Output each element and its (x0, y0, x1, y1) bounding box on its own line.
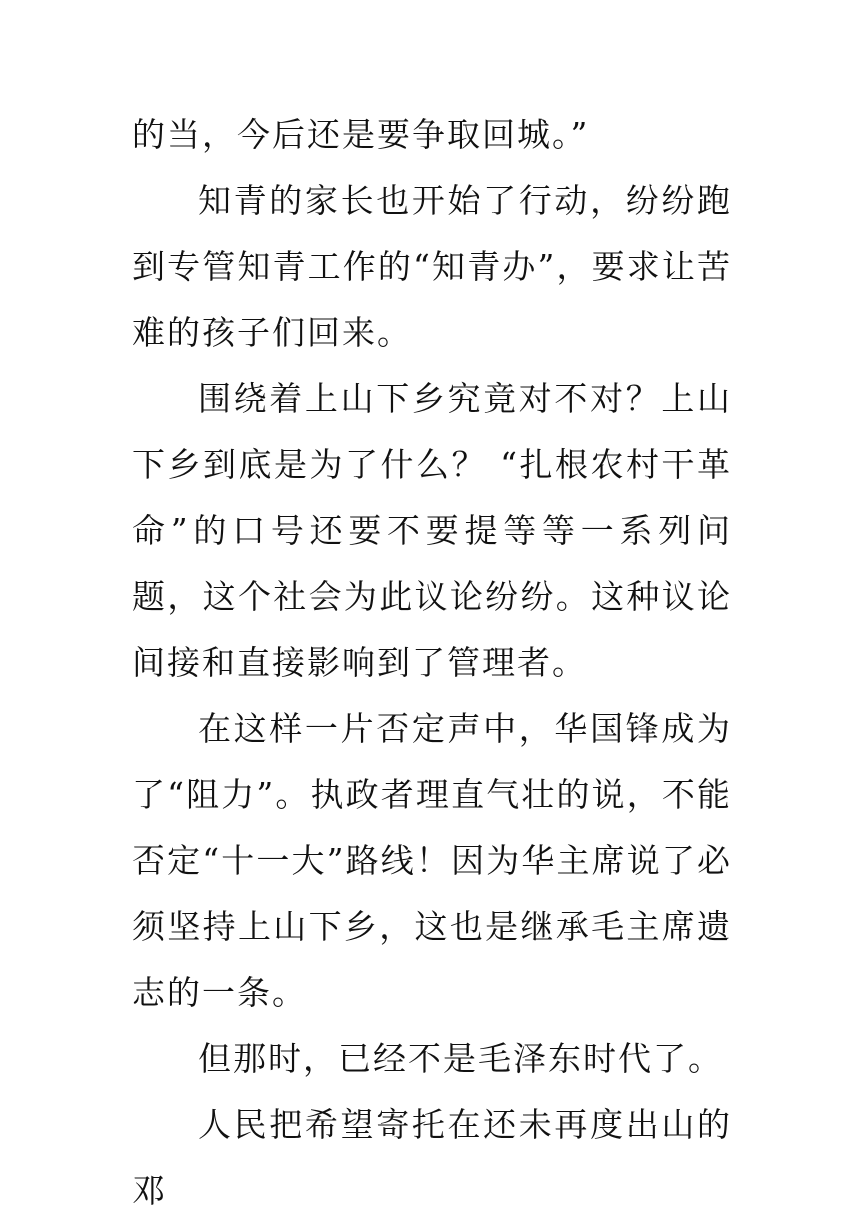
paragraph-hope: 人民把希望寄托在还未再度出山的邓 (132, 1105, 732, 1210)
paragraph-debate: 围绕着上山下乡究竟对不对？上山下乡到底是为了什么？ “扎根农村干革命”的口号还要不要提等等一系列问题，这个社会为此议论纷纷。这种议论间接和直接影响到了管理者。 (132, 379, 732, 682)
paragraph-parents-action: 知青的家长也开始了行动，纷纷跑到专管知青工作的“知青办”，要求让苦难的孩子们回来。 (132, 181, 732, 352)
paragraph-continuation: 的当，今后还是要争取回城。” (132, 115, 590, 154)
paragraph-resistance: 在这样一片否定声中，华国锋成为了“阻力”。执政者理直气壮的说，不能否定“十一大”路线！因为华主席说了必须坚持上山下乡，这也是继承毛主席遗志的一条。 (132, 709, 732, 1012)
document-page (132, 102, 732, 1224)
paragraph-era-change: 但那时，已经不是毛泽东时代了。 (198, 1039, 723, 1078)
